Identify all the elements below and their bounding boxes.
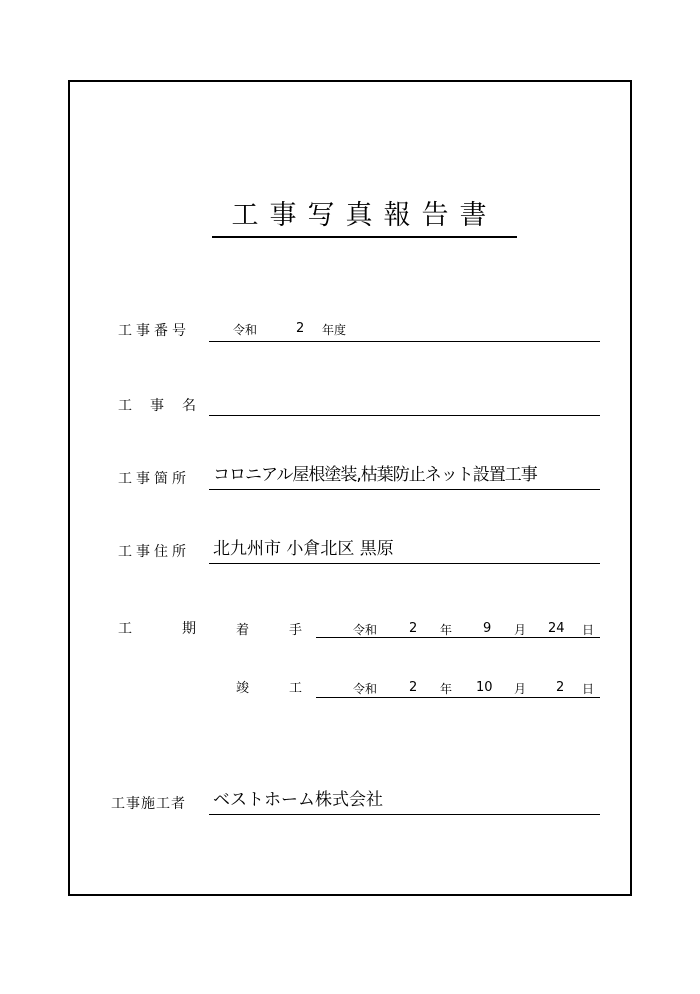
construction-number-line bbox=[209, 341, 600, 342]
start-month-unit: 月 bbox=[514, 623, 527, 637]
end-month-unit: 月 bbox=[514, 682, 527, 696]
start-month: 9 bbox=[483, 621, 492, 636]
construction-location-value: コロニアル屋根塗装,枯葉防止ネット設置工事 bbox=[213, 465, 537, 485]
construction-number-year: 2 bbox=[296, 321, 305, 336]
start-era: 令和 bbox=[353, 623, 378, 637]
start-year: 2 bbox=[409, 621, 418, 636]
construction-address-label: 工事住所 bbox=[118, 544, 190, 560]
construction-location-line bbox=[209, 489, 600, 490]
start-year-unit: 年 bbox=[440, 623, 453, 637]
end-day-unit: 日 bbox=[582, 682, 595, 696]
construction-number-label: 工事番号 bbox=[118, 323, 190, 339]
construction-number-era: 令和 bbox=[233, 323, 258, 337]
start-day: 24 bbox=[548, 621, 565, 636]
construction-address-value: 北九州市 小倉北区 黒原 bbox=[213, 539, 394, 559]
start-label: 着手 bbox=[236, 623, 343, 638]
start-day-unit: 日 bbox=[582, 623, 595, 637]
end-label: 竣工 bbox=[236, 681, 343, 696]
construction-name-label: 工事名 bbox=[118, 398, 214, 414]
end-year: 2 bbox=[409, 680, 418, 695]
end-era: 令和 bbox=[353, 682, 378, 696]
end-day: 2 bbox=[556, 680, 565, 695]
end-year-unit: 年 bbox=[440, 682, 453, 696]
construction-address-line bbox=[209, 563, 600, 564]
contractor-label: 工事施工者 bbox=[111, 796, 186, 812]
end-month: 10 bbox=[476, 680, 493, 695]
contractor-value: ベストホーム株式会社 bbox=[213, 790, 383, 810]
construction-name-line bbox=[209, 415, 600, 416]
construction-location-label: 工事箇所 bbox=[118, 471, 190, 487]
end-date-line bbox=[316, 697, 600, 698]
contractor-line bbox=[209, 814, 600, 815]
construction-period-label: 工期 bbox=[118, 621, 246, 637]
document-title: 工事写真報告書 bbox=[212, 198, 517, 238]
construction-number-suffix: 年度 bbox=[322, 323, 347, 337]
start-date-line bbox=[316, 637, 600, 638]
